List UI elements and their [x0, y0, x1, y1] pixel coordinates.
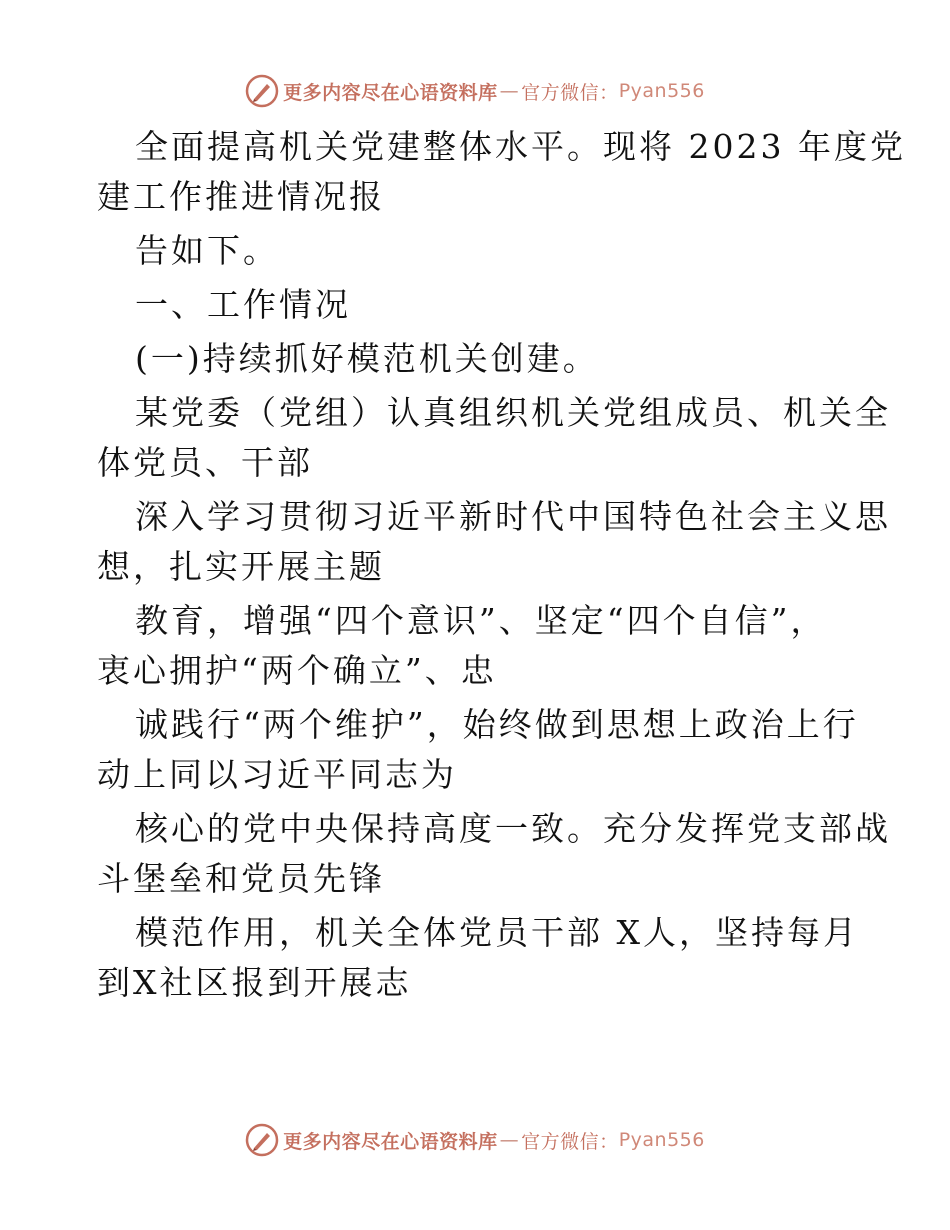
watermark-wechat-id: Pyan556 [618, 1129, 705, 1151]
text-line: 衷心拥护“两个确立”、忠 [97, 651, 497, 690]
text-line: 教育，增强“四个意识”、坚定“四个自信”， [135, 601, 827, 640]
watermark-site-text: 更多内容尽在心语资料库 [283, 1130, 498, 1153]
text-line: 到X社区报到开展志 [97, 963, 412, 1002]
document-body [97, 122, 906, 1008]
text-line: 全面提高机关党建整体水平。现将 2023 年度党 [135, 127, 906, 166]
text-line: 诚践行“两个维护”，始终做到思想上政治上行 [135, 705, 859, 744]
text-line: 建工作推进情况报 [97, 177, 385, 216]
watermark-official-label: 官方微信： [521, 81, 619, 104]
watermark-dash: — [499, 80, 520, 102]
subsection-heading: (一)持续抓好模范机关创建。 [135, 339, 599, 378]
text-line: 模范作用，机关全体党员干部 X人，坚持每月 [135, 913, 859, 952]
watermark-official-label: 官方微信： [521, 1130, 619, 1153]
header-watermark [0, 71, 950, 111]
text-line: 动上同以习近平同志为 [97, 755, 457, 794]
text-line: 核心的党中央保持高度一致。充分发挥党支部战 [135, 809, 891, 848]
footer-watermark [0, 1120, 950, 1160]
watermark-site-text: 更多内容尽在心语资料库 [283, 81, 498, 104]
pen-logo-icon [245, 74, 279, 108]
watermark-dash: — [499, 1129, 520, 1151]
text-line: 斗堡垒和党员先锋 [97, 859, 385, 898]
text-line: 深入学习贯彻习近平新时代中国特色社会主义思 [135, 497, 891, 536]
section-heading: 一、工作情况 [135, 285, 351, 324]
text-line: 某党委（党组）认真组织机关党组成员、机关全 [135, 393, 891, 432]
watermark-wechat-id: Pyan556 [618, 80, 705, 102]
text-line: 想，扎实开展主题 [97, 547, 385, 586]
text-line: 体党员、干部 [97, 443, 313, 482]
text-line: 告如下。 [135, 231, 279, 270]
pen-logo-icon [245, 1123, 279, 1157]
